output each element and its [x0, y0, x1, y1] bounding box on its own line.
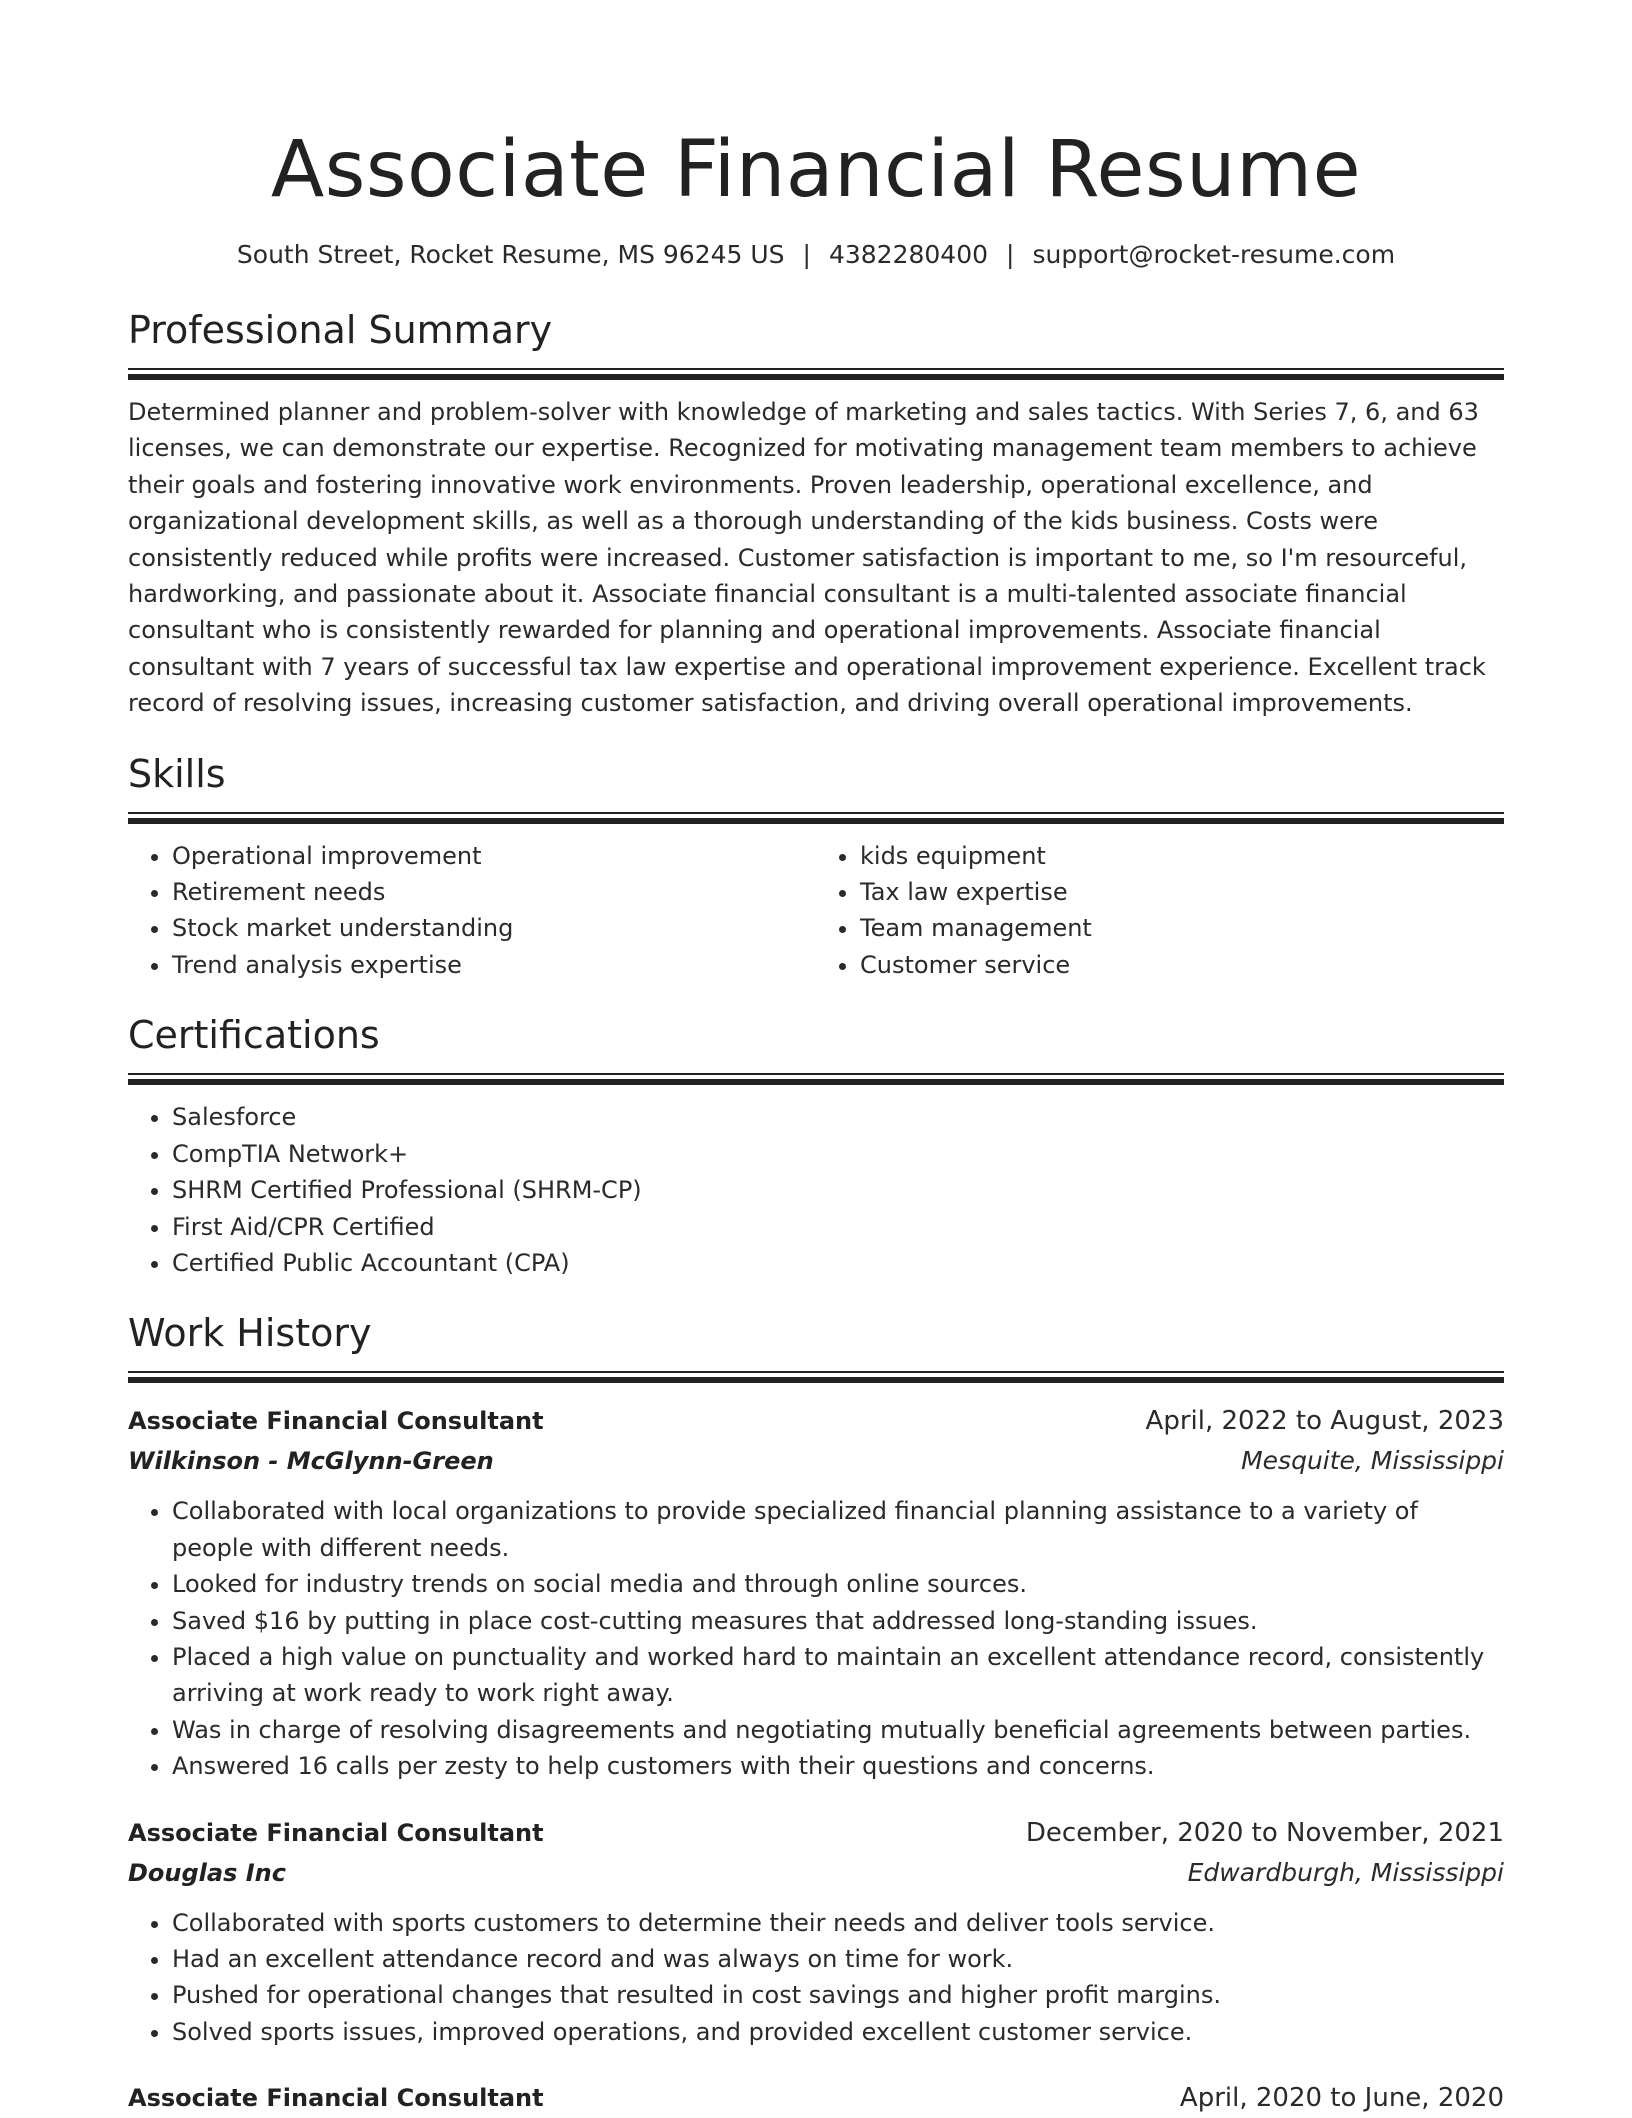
- job-title: Associate Financial Consultant: [128, 1818, 544, 1847]
- work-history-heading: Work History: [128, 1311, 372, 1356]
- job-bullet: • Solved sports issues, improved operations, and provided excellent customer service.: [172, 2014, 1504, 2050]
- certification-item: • Certified Public Accountant (CPA): [172, 1245, 1504, 1281]
- certifications-list: [128, 1099, 1504, 1281]
- job-dates: April, 2022 to August, 2023: [1145, 1406, 1504, 1437]
- skill-item: • Operational improvement: [172, 838, 816, 874]
- summary-text: Determined planner and problem-solver with knowledge of marketing and sales tactics. With Series 7, 6, and 63 licenses, we can demonstrate our expertise. Recognized for motivating management team members to achieve their goals and fostering innovative work environments. Proven leadership, operational excellence, and organizational development skills, as well as a thorough understanding of the kids business. Costs were consistently reduced while profits were increased. Customer satisfaction is important to me, so I'm resourceful, hardworking, and passionate about it. Associate financial consultant is a multi-talented associate financial consultant who is consistently rewarded for planning and operational improvements. Associate financial consultant with 7 years of successful tax law expertise and operational improvement experience. Excellent track record of resolving issues, increasing customer satisfaction, and driving overall operational improvements.: [128, 398, 1486, 718]
- skill-item: • Team management: [860, 910, 1504, 946]
- certification-item: • First Aid/CPR Certified: [172, 1209, 1504, 1245]
- certification-item: • CompTIA Network+: [172, 1136, 1504, 1172]
- summary-heading: Professional Summary: [128, 308, 553, 352]
- contact-separator: |: [802, 240, 811, 269]
- job-bullet: • Collaborated with sports customers to determine their needs and deliver tools service.: [172, 1905, 1504, 1941]
- job-bullet: • Pushed for operational changes that resulted in cost savings and higher profit margins.: [172, 1977, 1504, 2013]
- skill-item: • kids equipment: [860, 838, 1504, 874]
- job-entry: [128, 1813, 1504, 2051]
- section-divider: [128, 812, 1504, 824]
- skill-item: • Stock market understanding: [172, 910, 816, 946]
- job-bullet: • Saved $16 by putting in place cost-cutting measures that addressed long-standing issues.: [172, 1603, 1504, 1639]
- job-bullet: • Looked for industry trends on social media and through online sources.: [172, 1566, 1504, 1602]
- job-bullet: • Answered 16 calls per zesty to help customers with their questions and concerns.: [172, 1748, 1504, 1784]
- job-entry: [128, 2078, 1504, 2118]
- skills-heading: Skills: [128, 751, 226, 796]
- section-divider: [128, 1371, 1504, 1383]
- job-bullet: • Was in charge of resolving disagreements and negotiating mutually beneficial agreements between parties.: [172, 1712, 1504, 1748]
- job-company: Douglas Inc: [128, 1858, 286, 1887]
- job-dates: December, 2020 to November, 2021: [1025, 1817, 1504, 1848]
- skill-item: • Trend analysis expertise: [172, 947, 816, 983]
- contact-phone: 4382280400: [828, 240, 989, 269]
- job-bullet-list: [128, 1905, 1504, 2051]
- certifications-heading: Certifications: [128, 1013, 380, 1058]
- skills-left-list: [128, 838, 816, 984]
- job-company: Wilkinson - McGlynn-Green: [128, 1447, 494, 1476]
- skill-item: • Customer service: [860, 947, 1504, 983]
- summary-section: [128, 306, 1504, 722]
- section-divider: [128, 368, 1504, 380]
- job-entry: [128, 1401, 1504, 1784]
- skill-item: • Tax law expertise: [860, 874, 1504, 910]
- contact-address: South Street, Rocket Resume, MS 96245 US: [236, 240, 785, 269]
- skills-columns: [128, 838, 1504, 984]
- work-history-section: [128, 1309, 1504, 2118]
- resume-page: [128, 0, 1504, 2118]
- skills-section: [128, 750, 1504, 984]
- job-location: Edwardburgh, Mississippi: [1187, 1857, 1504, 1887]
- job-dates: April, 2020 to June, 2020: [1179, 2083, 1504, 2114]
- job-location: Mesquite, Mississippi: [1241, 1446, 1504, 1476]
- contact-email: support@rocket-resume.com: [1032, 240, 1396, 269]
- skill-item: • Retirement needs: [172, 874, 816, 910]
- certification-item: • Salesforce: [172, 1099, 1504, 1135]
- certifications-section: [128, 1011, 1504, 1281]
- skills-right-list: [816, 838, 1504, 984]
- contact-line: [128, 238, 1504, 272]
- section-divider: [128, 1073, 1504, 1085]
- certification-item: • SHRM Certified Professional (SHRM-CP): [172, 1172, 1504, 1208]
- contact-separator: |: [1006, 240, 1015, 269]
- job-bullet: • Had an excellent attendance record and was always on time for work.: [172, 1941, 1504, 1977]
- job-bullet: • Collaborated with local organizations to provide specialized financial planning assistance to a variety of people with different needs.: [172, 1493, 1504, 1566]
- job-title: Associate Financial Consultant: [128, 2084, 544, 2113]
- job-bullet-list: [128, 1493, 1504, 1784]
- job-bullet: • Placed a high value on punctuality and worked hard to maintain an excellent attendance record, consistently arriving at work ready to work right away.: [172, 1639, 1504, 1712]
- job-title: Associate Financial Consultant: [128, 1407, 544, 1436]
- resume-name: Associate Financial Resume: [270, 125, 1362, 215]
